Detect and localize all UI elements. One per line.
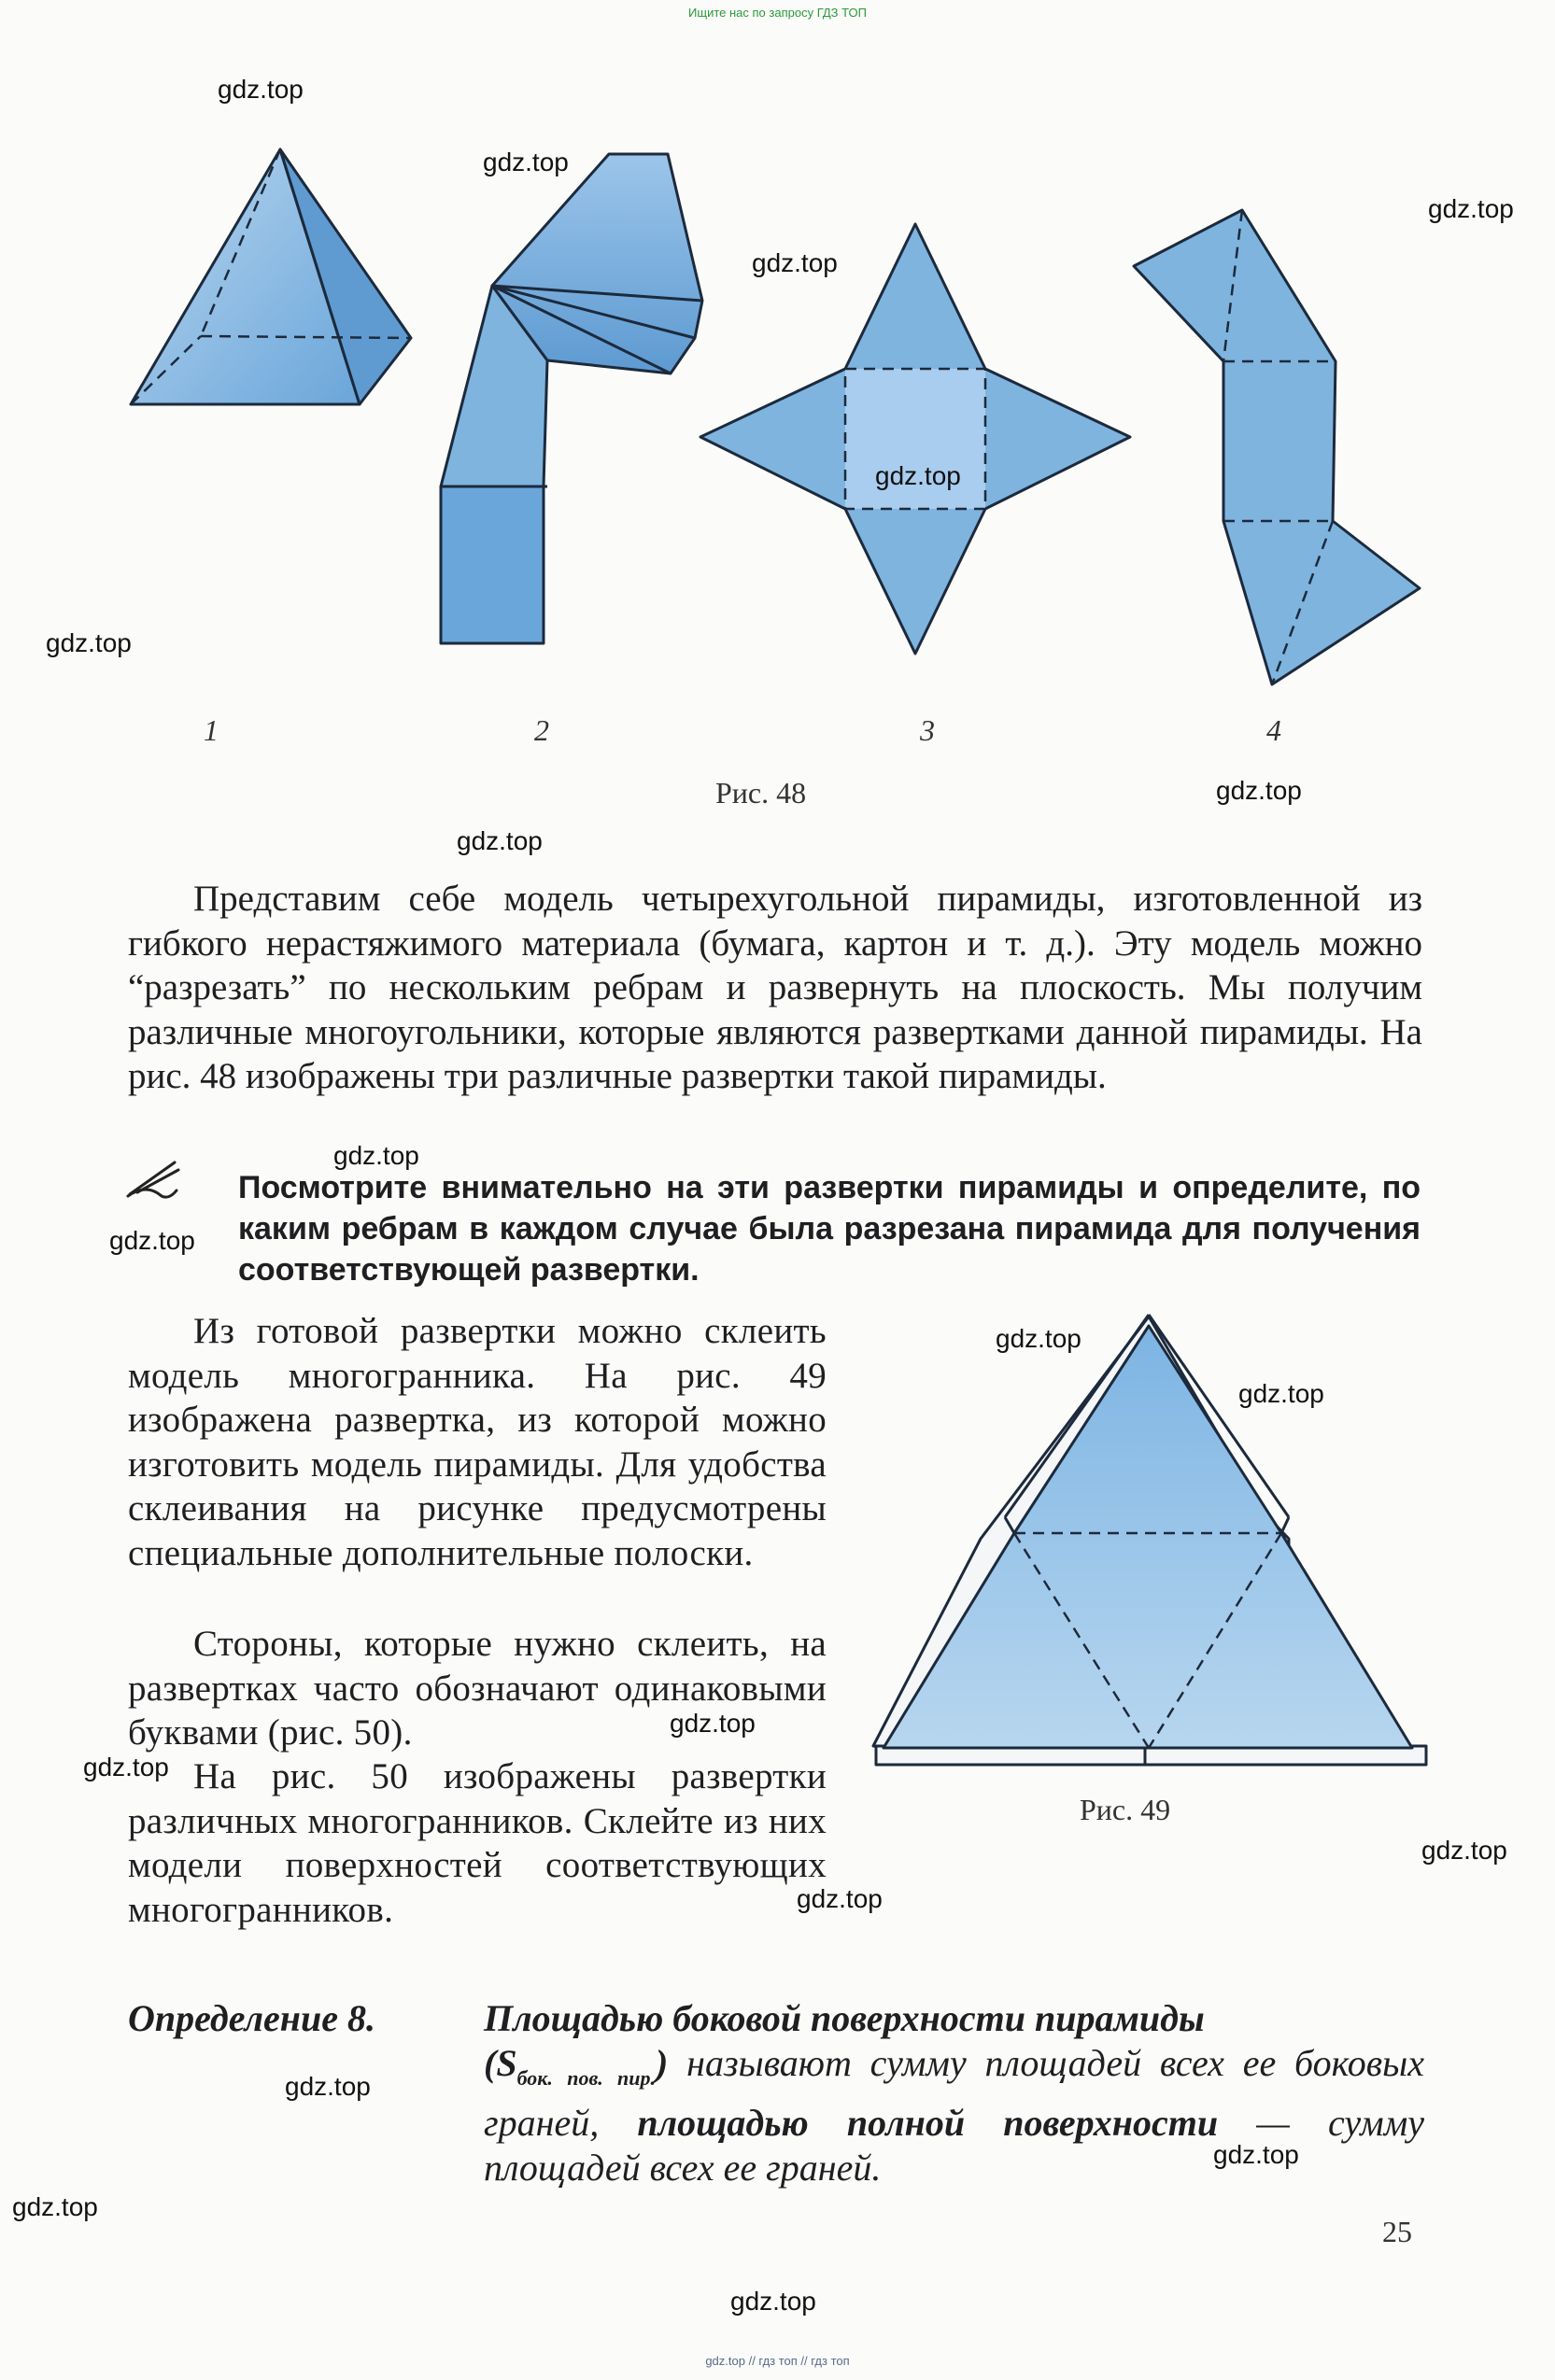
figure-label-4: 4 bbox=[1266, 713, 1281, 747]
watermark: gdz.top bbox=[797, 1884, 883, 1913]
figure-label-3: 3 bbox=[920, 713, 935, 747]
definition-text-b: — сумму площадей всех ее граней. bbox=[484, 2102, 1424, 2189]
definition-symbol-open: (S bbox=[484, 2042, 517, 2084]
watermark: gdz.top bbox=[333, 1141, 419, 1170]
figure-48-caption: Рис. 48 bbox=[715, 776, 807, 810]
watermark: gdz.top bbox=[46, 628, 132, 657]
figure-label-2: 2 bbox=[534, 713, 549, 747]
watermark: gdz.top bbox=[83, 1753, 169, 1781]
watermark: gdz.top bbox=[285, 2072, 371, 2101]
definition-subscript: бок. пов. пир. bbox=[516, 2066, 657, 2090]
watermark: gdz.top bbox=[730, 2287, 816, 2316]
watermark: gdz.top bbox=[457, 826, 543, 855]
watermark: gdz.top bbox=[875, 461, 961, 490]
definition-text-a: называют сумму площадей всех ее боковых граней, bbox=[484, 2042, 1424, 2144]
watermark: gdz.top bbox=[670, 1709, 756, 1738]
watermark: gdz.top bbox=[1216, 776, 1302, 805]
definition-term-total: площадью полной поверхности bbox=[637, 2102, 1219, 2144]
watermark: gdz.top bbox=[1421, 1836, 1507, 1865]
watermark: gdz.top bbox=[109, 1226, 195, 1255]
watermark: gdz.top bbox=[996, 1324, 1081, 1353]
figure-label-1: 1 bbox=[204, 713, 219, 747]
watermark: gdz.top bbox=[1238, 1379, 1324, 1408]
task-text: Посмотрите внимательно на эти развертки пирамиды и определите, по каким ребрам в каждом случае была разрезана пирамида для получения соответствующей развертки. bbox=[238, 1170, 1421, 1288]
page-number: 25 bbox=[1382, 2215, 1412, 2248]
watermark: gdz.top bbox=[752, 248, 838, 277]
paragraph-net-gluing: Из готовой развертки можно склеить модель многогранника. На рис. 49 изображена развертка, из которой можно изготовить модель пирамиды. Для удобства склеивания на рисунке предусмотрены специальные дополнительные полоски. bbox=[128, 1311, 827, 1573]
paragraph-fig50: На рис. 50 изображены развертки различных многогранников. Склейте из них модели поверхностей соответствующих многогранников. bbox=[128, 1756, 827, 1930]
paragraph-edge-letters: Стороны, которые нужно склеить, на развертках часто обозначают одинаковыми буквами (рис. 50). bbox=[128, 1624, 827, 1753]
figure-49-caption: Рис. 49 bbox=[1080, 1793, 1171, 1826]
watermark: gdz.top bbox=[1213, 2140, 1299, 2169]
definition-title: Определение 8. bbox=[128, 1997, 375, 2039]
watermark: gdz.top bbox=[12, 2192, 98, 2221]
watermark: gdz.top bbox=[1428, 194, 1514, 223]
footer-links[interactable]: gdz.top // гдз топ // гдз топ bbox=[705, 2354, 850, 2368]
paragraph-intro: Представим себе модель четырехугольной пирамиды, изготовленной из гибкого нерастяжимого материала (бумага, картон и т. д.). Эту модель можно “разрезать” по нескольким ребрам и развернуть на плоскость. Мы получим различные многоугольники, которые являются развертками данной пирамиды. На рис. 48 изображены три различные развертки такой пирамиды. bbox=[128, 879, 1422, 1096]
definition-symbol-close: ) bbox=[656, 2042, 669, 2084]
watermark: gdz.top bbox=[483, 148, 569, 176]
definition-term-lateral: Площадью боковой поверхности пирамиды bbox=[484, 1997, 1205, 2039]
watermark: gdz.top bbox=[218, 75, 304, 104]
top-banner: Ищите нас по запросу ГДЗ ТОП bbox=[688, 6, 867, 20]
